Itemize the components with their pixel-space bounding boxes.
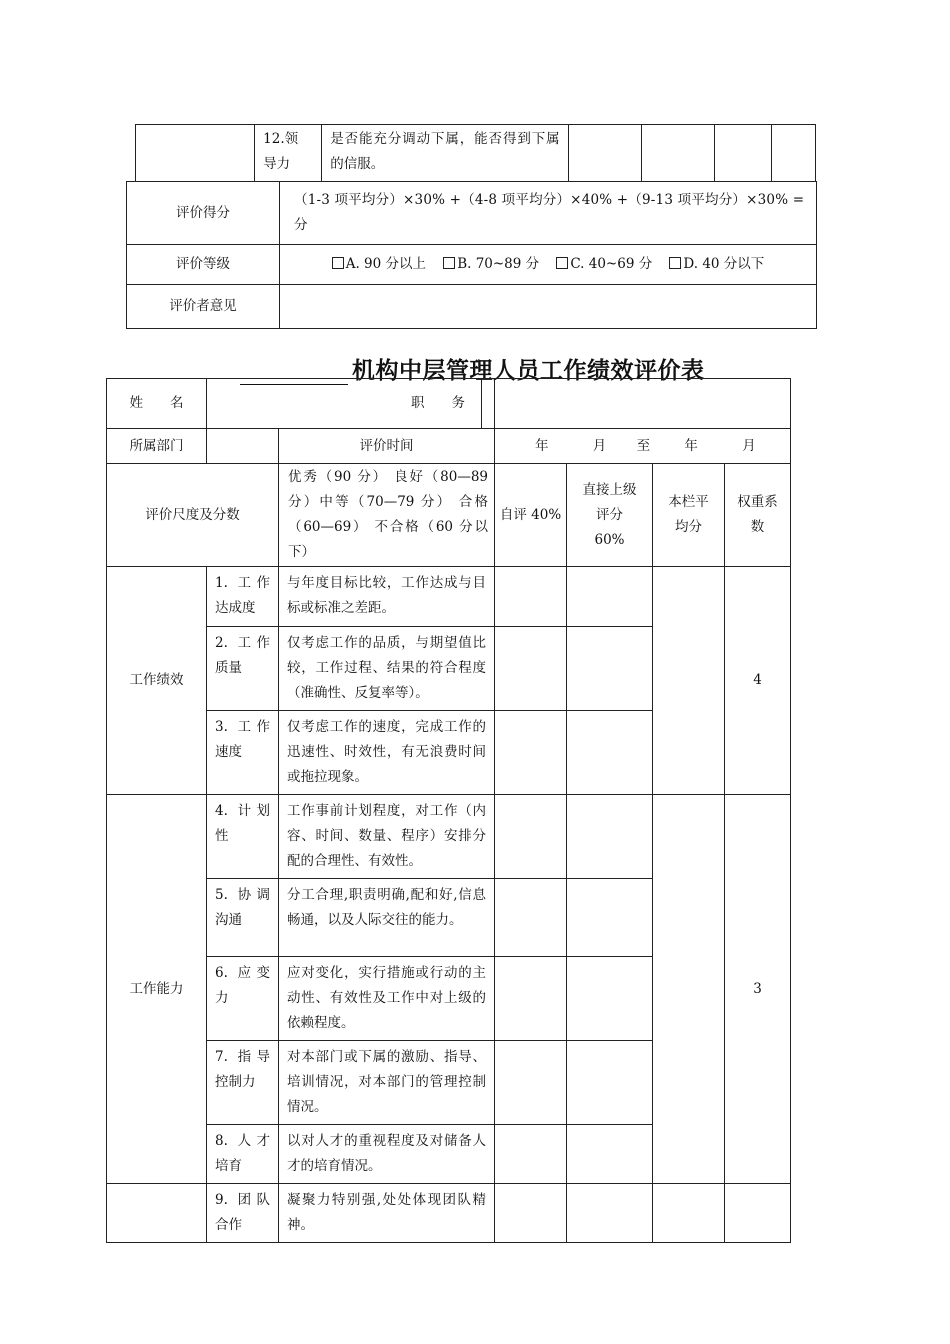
- position-row: [411, 379, 791, 429]
- checkbox-icon[interactable]: [556, 257, 568, 269]
- item-desc: 仅考虑工作的品质，与期望值比较，工作过程、结果的符合程度（准确性、反复率等）。: [279, 627, 495, 711]
- grade-option-d[interactable]: D. 40 分以下: [669, 256, 764, 272]
- item-label: 8. 人才培育: [207, 1125, 279, 1184]
- grade-label: 评价等级: [127, 245, 280, 285]
- item-12-desc: 是否能充分调动下属，能否得到下属的信服。: [322, 125, 568, 182]
- score-formula: （1-3 项平均分）×30% +（4-8 项平均分）×40% +（9-13 项平均分）×30% = 分: [280, 182, 817, 245]
- item-label: 9. 团队合作: [207, 1184, 279, 1243]
- group-cell-empty: [107, 1184, 207, 1243]
- self-score-cell[interactable]: [495, 1184, 567, 1243]
- weight-cell[interactable]: [725, 1184, 791, 1243]
- item-desc: 分工合理,职责明确,配和好,信息畅通，以及人际交往的能力。: [279, 879, 495, 957]
- superior-score-cell[interactable]: [567, 711, 653, 795]
- superior-score-cell[interactable]: [567, 1125, 653, 1184]
- item-desc: 以对人才的重视程度及对储备人才的培育情况。: [279, 1125, 495, 1184]
- top-row-12-table: [135, 124, 816, 182]
- avg-cell[interactable]: [653, 795, 725, 1184]
- checkbox-icon[interactable]: [332, 257, 344, 269]
- self-eval-header: 自评 40%: [495, 464, 567, 567]
- item-12-cell: [255, 125, 322, 182]
- weight-header: 权重系数: [725, 464, 791, 567]
- item-desc: 对本部门或下属的激励、指导、培训情况，对本部门的管理控制情况。: [279, 1041, 495, 1125]
- superior-score-cell[interactable]: [567, 1184, 653, 1243]
- group-work-performance: 工作绩效: [107, 567, 207, 795]
- item-label: 1. 工作达成度: [207, 567, 279, 627]
- superior-score-cell[interactable]: [567, 795, 653, 879]
- item-label: 4. 计划性: [207, 795, 279, 879]
- superior-score-cell[interactable]: [567, 1041, 653, 1125]
- column-avg-header: 本栏平均分: [653, 464, 725, 567]
- self-score-cell[interactable]: [495, 1041, 567, 1125]
- score-label: 评价得分: [127, 182, 280, 245]
- grade-options: [280, 245, 817, 285]
- self-score-cell[interactable]: [495, 795, 567, 879]
- group-work-ability: 工作能力: [107, 795, 207, 1184]
- item-desc: 与年度目标比较，工作达成与目标或标准之差距。: [279, 567, 495, 627]
- item-label: 2. 工作质量: [207, 627, 279, 711]
- checkbox-icon[interactable]: [669, 257, 681, 269]
- weight-value: 3: [725, 795, 791, 1184]
- weight-cell[interactable]: [771, 125, 815, 182]
- weight-value: 4: [725, 567, 791, 795]
- name-label: 姓 名: [107, 379, 207, 429]
- self-score-cell[interactable]: [495, 711, 567, 795]
- eval-time-label: 评价时间: [279, 429, 495, 464]
- checkbox-icon[interactable]: [443, 257, 455, 269]
- position-field[interactable]: [482, 379, 790, 428]
- grade-option-b[interactable]: B. 70~89 分: [443, 256, 539, 272]
- top-summary-table: [126, 181, 817, 329]
- avg-cell[interactable]: [653, 1184, 725, 1243]
- item-desc: 工作事前计划程度，对工作（内容、时间、数量、程序）安排分配的合理性、有效性。: [279, 795, 495, 879]
- dept-label: 所属部门: [107, 429, 207, 464]
- superior-score-cell[interactable]: [641, 125, 714, 182]
- position-label: 职 务: [395, 379, 482, 428]
- item-desc: 应对变化，实行措施或行动的主动性、有效性及工作中对上级的依赖程度。: [279, 957, 495, 1041]
- self-score-cell[interactable]: [495, 957, 567, 1041]
- item-label: 3. 工作速度: [207, 711, 279, 795]
- opinion-field[interactable]: [280, 285, 817, 329]
- scale-label: 评价尺度及分数: [107, 464, 279, 567]
- self-score-cell[interactable]: [495, 567, 567, 627]
- self-score-cell[interactable]: [495, 1125, 567, 1184]
- item-12-line1: 12.领: [263, 131, 299, 147]
- self-score-cell[interactable]: [495, 627, 567, 711]
- superior-score-cell[interactable]: [567, 957, 653, 1041]
- avg-cell[interactable]: [714, 125, 771, 182]
- item-label: 7. 指导控制力: [207, 1041, 279, 1125]
- self-score-cell[interactable]: [495, 879, 567, 957]
- scale-text-cell: 优秀（90 分） 良好（80—89 分）中等（70—79 分） 合格（60—69） 不合格（60 分以下）: [279, 464, 495, 567]
- item-12-line2: 导力: [263, 156, 291, 172]
- superior-score-cell[interactable]: [567, 627, 653, 711]
- dept-field[interactable]: [207, 429, 279, 464]
- page-title: 机构中层管理人员工作绩效评价表: [240, 352, 800, 385]
- item-label: 5. 协调沟通: [207, 879, 279, 957]
- grade-option-a[interactable]: A. 90 分以上: [332, 256, 426, 272]
- avg-cell[interactable]: [653, 567, 725, 795]
- self-score-cell[interactable]: [568, 125, 641, 182]
- opinion-label: 评价者意见: [127, 285, 280, 329]
- item-desc: 仅考虑工作的速度，完成工作的迅速性、时效性，有无浪费时间或拖拉现象。: [279, 711, 495, 795]
- superior-score-cell[interactable]: [567, 879, 653, 957]
- eval-time-field[interactable]: 年 月 至 年 月: [495, 429, 791, 464]
- grade-option-c[interactable]: C. 40~69 分: [556, 256, 652, 272]
- item-desc: 凝聚力特别强,处处体现团队精神。: [279, 1184, 495, 1243]
- empty-cell: [136, 125, 255, 182]
- evaluation-table: [106, 378, 791, 1243]
- item-label: 6. 应变力: [207, 957, 279, 1041]
- superior-score-cell[interactable]: [567, 567, 653, 627]
- superior-eval-header: 直接上级评分 60%: [567, 464, 653, 567]
